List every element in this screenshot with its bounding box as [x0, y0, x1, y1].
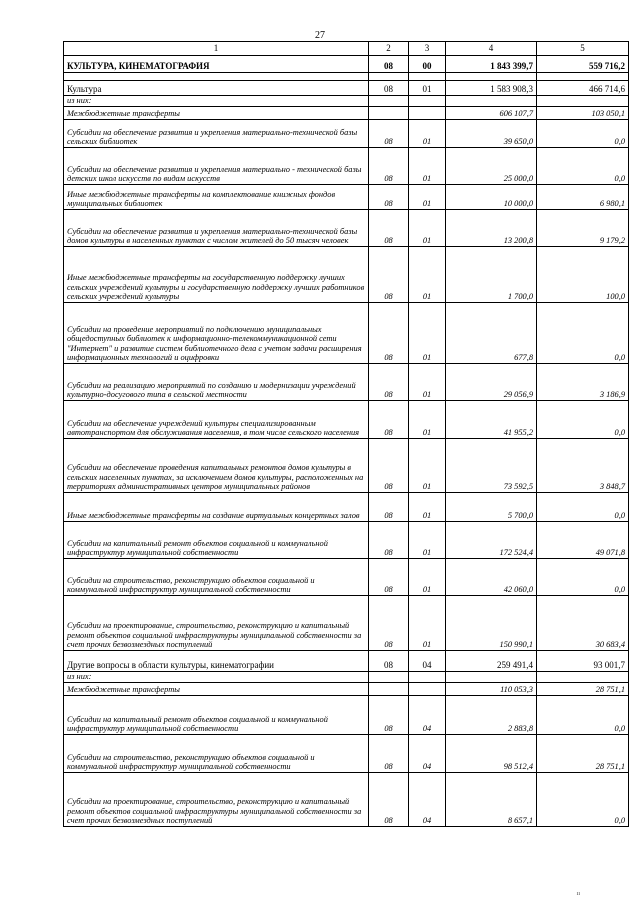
- section-code-cell: 08: [369, 522, 409, 559]
- section-code-cell: 08: [369, 81, 409, 96]
- subsection-code-cell: 01: [409, 364, 446, 401]
- executed-amount-cell: 559 716,2: [537, 56, 629, 73]
- section-code-cell: 08: [369, 148, 409, 185]
- approved-amount-cell: [446, 96, 537, 107]
- approved-amount-cell: 73 592,5: [446, 439, 537, 493]
- subsection-code-cell: 01: [409, 81, 446, 96]
- section-code-cell: 08: [369, 596, 409, 651]
- subsection-code-cell: 00: [409, 56, 446, 73]
- executed-amount-cell: 3 186,9: [537, 364, 629, 401]
- section-code-cell: 08: [369, 56, 409, 73]
- budget-table: [63, 41, 629, 827]
- approved-amount-cell: 10 000,0: [446, 185, 537, 210]
- section-code-cell: 08: [369, 773, 409, 827]
- section-code-cell: 08: [369, 493, 409, 522]
- executed-amount-cell: [537, 672, 629, 683]
- executed-amount-cell: 0,0: [537, 559, 629, 596]
- approved-amount-cell: 1 583 908,3: [446, 81, 537, 96]
- table-row: [64, 185, 629, 210]
- approved-amount-cell: 677,8: [446, 303, 537, 364]
- section-code-cell: 08: [369, 696, 409, 735]
- approved-amount-cell: 1 700,0: [446, 247, 537, 303]
- approved-amount-cell: 98 512,4: [446, 735, 537, 773]
- subsection-code-cell: [409, 107, 446, 120]
- section-code-cell: 08: [369, 364, 409, 401]
- approved-amount-cell: 5 700,0: [446, 493, 537, 522]
- row-name-cell: Иные межбюджетные трансферты на создание виртуальных концертных залов: [64, 493, 369, 522]
- subsection-code-cell: 01: [409, 493, 446, 522]
- subsection-code-cell: [409, 683, 446, 696]
- subsection-code-cell: 04: [409, 773, 446, 827]
- table-row: [64, 522, 629, 559]
- table-row: [64, 247, 629, 303]
- subsection-code-cell: 01: [409, 559, 446, 596]
- row-name-cell: Субсидии на строительство, реконструкцию объектов социальной и коммунальной инфраструктур муниципальной собственности: [64, 559, 369, 596]
- scan-mark: ıı: [576, 891, 580, 897]
- row-name-cell: Иные межбюджетные трансферты на комплектование книжных фондов муниципальных библиотек: [64, 185, 369, 210]
- table-row: [64, 696, 629, 735]
- table-row: [64, 493, 629, 522]
- executed-amount-cell: 28 751,1: [537, 683, 629, 696]
- approved-amount-cell: [446, 73, 537, 81]
- column-header-4: 4: [446, 42, 537, 56]
- approved-amount-cell: 41 955,2: [446, 401, 537, 439]
- subsection-code-cell: 01: [409, 247, 446, 303]
- section-code-cell: 08: [369, 559, 409, 596]
- column-header-3: 3: [409, 42, 446, 56]
- table-row: [64, 96, 629, 107]
- row-name-cell: КУЛЬТУРА, КИНЕМАТОГРАФИЯ: [64, 56, 369, 73]
- section-code-cell: 08: [369, 303, 409, 364]
- executed-amount-cell: 49 071,8: [537, 522, 629, 559]
- section-code-cell: [369, 96, 409, 107]
- row-name-cell: Культура: [64, 81, 369, 96]
- section-code-cell: 08: [369, 651, 409, 672]
- approved-amount-cell: 1 843 399,7: [446, 56, 537, 73]
- approved-amount-cell: 110 053,3: [446, 683, 537, 696]
- row-name-cell: [64, 73, 369, 81]
- approved-amount-cell: 172 524,4: [446, 522, 537, 559]
- table-row: [64, 651, 629, 672]
- subsection-code-cell: [409, 672, 446, 683]
- section-code-cell: [369, 73, 409, 81]
- table-row: [64, 401, 629, 439]
- approved-amount-cell: 259 491,4: [446, 651, 537, 672]
- subsection-code-cell: 04: [409, 651, 446, 672]
- table-row: [64, 303, 629, 364]
- row-name-cell: Межбюджетные трансферты: [64, 683, 369, 696]
- column-number-row: [64, 42, 629, 56]
- executed-amount-cell: 0,0: [537, 148, 629, 185]
- table-row: [64, 683, 629, 696]
- table-row: [64, 439, 629, 493]
- table-row: [64, 148, 629, 185]
- row-name-cell: из них:: [64, 96, 369, 107]
- column-header-5: 5: [537, 42, 629, 56]
- table-row: [64, 735, 629, 773]
- row-name-cell: Субсидии на капитальный ремонт объектов социальной и коммунальной инфраструктур муниципальной собственности: [64, 522, 369, 559]
- page-number: 27: [315, 30, 325, 41]
- row-name-cell: Межбюджетные трансферты: [64, 107, 369, 120]
- executed-amount-cell: 0,0: [537, 401, 629, 439]
- section-code-cell: [369, 683, 409, 696]
- executed-amount-cell: 0,0: [537, 120, 629, 148]
- executed-amount-cell: 30 683,4: [537, 596, 629, 651]
- subsection-code-cell: 04: [409, 735, 446, 773]
- row-name-cell: Субсидии на строительство, реконструкцию объектов социальной и коммунальной инфраструктур муниципальной собственности: [64, 735, 369, 773]
- row-name-cell: Иные межбюджетные трансферты на государственную поддержку лучших сельских учреждений культуры и государственную поддержку лучших работников сельских учреждений культуры: [64, 247, 369, 303]
- executed-amount-cell: 3 848,7: [537, 439, 629, 493]
- approved-amount-cell: 13 200,8: [446, 210, 537, 247]
- section-code-cell: 08: [369, 735, 409, 773]
- subsection-code-cell: [409, 73, 446, 81]
- table-row: [64, 120, 629, 148]
- approved-amount-cell: 39 650,0: [446, 120, 537, 148]
- subsection-code-cell: 04: [409, 696, 446, 735]
- table-row: [64, 210, 629, 247]
- subsection-code-cell: [409, 96, 446, 107]
- approved-amount-cell: 29 056,9: [446, 364, 537, 401]
- executed-amount-cell: 0,0: [537, 493, 629, 522]
- table-row: [64, 81, 629, 96]
- table-row: [64, 596, 629, 651]
- executed-amount-cell: 28 751,1: [537, 735, 629, 773]
- subsection-code-cell: 01: [409, 185, 446, 210]
- row-name-cell: Субсидии на обеспечение проведения капитальных ремонтов домов культуры в сельских населенных пунктах, за исключением домов культуры, расположенных на территориях административных центров муниципальных районов: [64, 439, 369, 493]
- executed-amount-cell: 93 001,7: [537, 651, 629, 672]
- row-name-cell: Субсидии на капитальный ремонт объектов социальной и коммунальной инфраструктур муниципальной собственности: [64, 696, 369, 735]
- executed-amount-cell: 466 714,6: [537, 81, 629, 96]
- approved-amount-cell: 42 060,0: [446, 559, 537, 596]
- row-name-cell: Субсидии на проектирование, строительство, реконструкцию и капитальный ремонт объектов социальной инфраструктуры муниципальной собственности за счет прочих безвозмездных поступлений: [64, 773, 369, 827]
- executed-amount-cell: 0,0: [537, 773, 629, 827]
- row-name-cell: Субсидии на обеспечение развития и укрепления материально-технической базы домов культуры в населенных пунктах с числом жителей до 50 тысяч человек: [64, 210, 369, 247]
- executed-amount-cell: 100,0: [537, 247, 629, 303]
- approved-amount-cell: 150 990,1: [446, 596, 537, 651]
- spacer-row: [64, 73, 629, 81]
- row-name-cell: Субсидии на реализацию мероприятий по созданию и модернизации учреждений культурно-досугового типа в сельской местности: [64, 364, 369, 401]
- subsection-code-cell: 01: [409, 439, 446, 493]
- executed-amount-cell: 0,0: [537, 303, 629, 364]
- table-body: [64, 56, 629, 827]
- subsection-code-cell: 01: [409, 210, 446, 247]
- approved-amount-cell: 606 107,7: [446, 107, 537, 120]
- executed-amount-cell: [537, 73, 629, 81]
- executed-amount-cell: 0,0: [537, 696, 629, 735]
- column-header-2: 2: [369, 42, 409, 56]
- table-row: [64, 773, 629, 827]
- subsection-code-cell: 01: [409, 148, 446, 185]
- executed-amount-cell: 6 980,1: [537, 185, 629, 210]
- section-code-cell: [369, 672, 409, 683]
- approved-amount-cell: 2 883,8: [446, 696, 537, 735]
- section-code-cell: 08: [369, 439, 409, 493]
- executed-amount-cell: 9 179,2: [537, 210, 629, 247]
- row-name-cell: Субсидии на проведение мероприятий по подключению муниципальных общедоступных библиотек к информационно-телекоммуникационной сети "Интернет" и развитие систем библиотечного дела с учетом задачи расширения информационных технологий и оцифровки: [64, 303, 369, 364]
- subsection-code-cell: 01: [409, 596, 446, 651]
- row-name-cell: Субсидии на проектирование, строительство, реконструкцию и капитальный ремонт объектов социальной инфраструктуры муниципальной собственности за счет прочих безвозмездных поступлений: [64, 596, 369, 651]
- section-code-cell: 08: [369, 401, 409, 439]
- section-code-cell: 08: [369, 185, 409, 210]
- table-row: [64, 107, 629, 120]
- subsection-code-cell: 01: [409, 401, 446, 439]
- approved-amount-cell: 8 657,1: [446, 773, 537, 827]
- section-code-cell: 08: [369, 210, 409, 247]
- column-header-1: 1: [64, 42, 369, 56]
- approved-amount-cell: 25 000,0: [446, 148, 537, 185]
- document-page: [63, 41, 628, 827]
- table-row: [64, 56, 629, 73]
- row-name-cell: Субсидии на обеспечение учреждений культуры специализированным автотранспортом для обслуживания населения, в том числе сельского населения: [64, 401, 369, 439]
- executed-amount-cell: 103 050,1: [537, 107, 629, 120]
- subsection-code-cell: 01: [409, 303, 446, 364]
- executed-amount-cell: [537, 96, 629, 107]
- row-name-cell: Субсидии на обеспечение развития и укрепления материально-технической базы сельских библиотек: [64, 120, 369, 148]
- section-code-cell: 08: [369, 247, 409, 303]
- table-row: [64, 672, 629, 683]
- table-row: [64, 559, 629, 596]
- row-name-cell: Другие вопросы в области культуры, кинематографии: [64, 651, 369, 672]
- row-name-cell: из них:: [64, 672, 369, 683]
- table-row: [64, 364, 629, 401]
- row-name-cell: Субсидии на обеспечение развития и укрепления материально - технической базы детских школ искусств по видам искусств: [64, 148, 369, 185]
- subsection-code-cell: 01: [409, 120, 446, 148]
- subsection-code-cell: 01: [409, 522, 446, 559]
- section-code-cell: 08: [369, 120, 409, 148]
- approved-amount-cell: [446, 672, 537, 683]
- section-code-cell: [369, 107, 409, 120]
